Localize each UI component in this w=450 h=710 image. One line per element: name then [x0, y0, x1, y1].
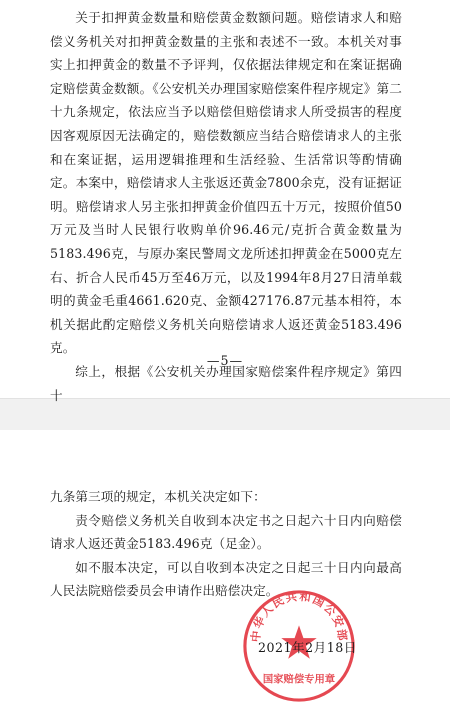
upper-text-block — [50, 6, 402, 407]
seal-outer-text: 中华人民共和国公安部 — [248, 588, 350, 643]
lower-text-block — [50, 485, 402, 603]
paragraph-gold-quantity: 关于扣押黄金数量和赔偿黄金数额问题。赔偿请求人和赔偿义务机关对扣押黄金数量的主张和表述不一致。本机关对事实上扣押黄金的数量不予评判，仅依据法律规定和在案证据确定赔偿黄金数额。《公安机关办理国家赔偿案件程序规定》第二十九条规定，依法应当予以赔偿但赔偿请求人所受损害的程度因客观原因无法确定的，赔偿数额应当结合赔偿请求人的主张和在案证据，运用逻辑推理和生活经验、生活常识等酌情确定。本案中，赔偿请求人主张返还黄金7800余克，没有证据证明。赔偿请求人另主张扣押黄金价值四五十万元，按照价值50万元及当时人民银行收购单价96.46元/克折合黄金数量为5183.496克，与原办案民警周文龙所述扣押黄金在5000克左右、折合人民币45万至46万元，以及1994年8月27日清单载明的黄金毛重4661.620克、金额427176.87元基本相符，本机关据此酌定赔偿义务机关向赔偿请求人返还黄金5183.496克。 — [50, 10, 402, 356]
paragraph-decision-order: 责令赔偿义务机关自收到本决定书之日起六十日内向赔偿请求人返还黄金5183.496克（足金）。 — [50, 512, 402, 552]
decision-date: 2021年2月18日 — [258, 640, 357, 655]
page-number: —5— — [206, 353, 244, 368]
paragraph-appeal-notice: 如不服本决定，可以自收到本决定之日起三十日内向最高人民法院赔偿委员会申请作出赔偿决定。 — [50, 559, 402, 599]
paragraph-decision-intro: 九条第三项的规定，本机关决定如下： — [50, 489, 266, 504]
seal-inner-text: 国家赔偿专用章 — [262, 673, 336, 686]
paragraph-conclusion-start: 综上，根据《公安机关办理国家赔偿案件程序规定》第四十 — [50, 363, 402, 403]
